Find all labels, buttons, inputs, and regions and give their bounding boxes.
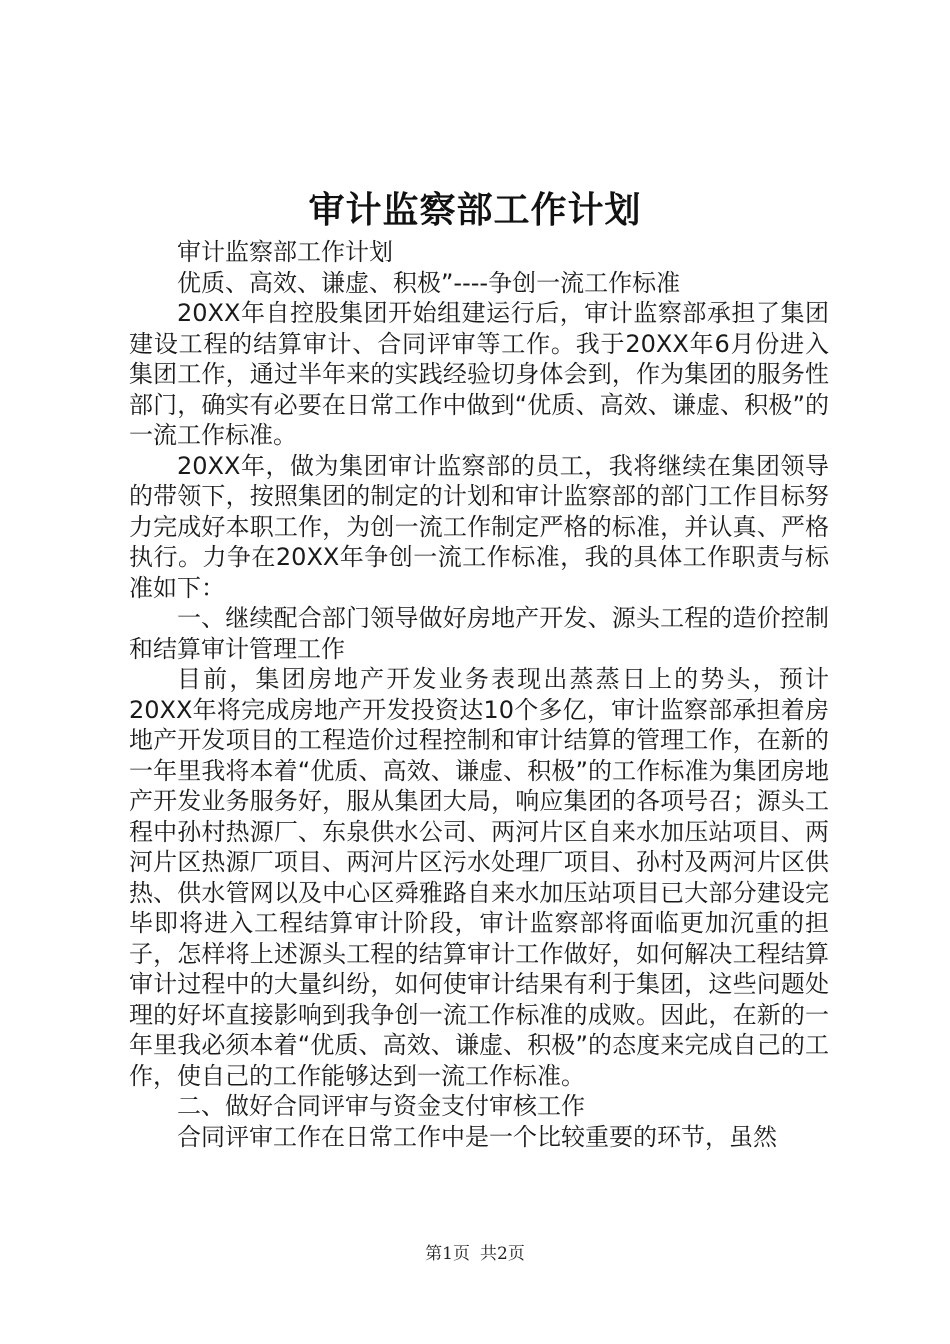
paragraph-intro: 20XX年自控股集团开始组建运行后，审计监察部承担了集团建设工程的结算审计、合同评审等工作。我于20XX年6月份进入集团工作，通过半年来的实践经验切身体会到，作为集团的服务性部门，确实有必要在日常工作中做到“优质、高效、谦虚、积极”的一流工作标准。 <box>129 299 829 449</box>
page-footer <box>0 1242 950 1266</box>
page-number: 第1页 <box>425 1244 470 1264</box>
paragraph-goals: 20XX年，做为集团审计监察部的员工，我将继续在集团领导的带领下，按照集团的制定的计划和审计监察部的部门工作目标努力完成好本职工作，为创一流工作制定严格的标准，并认真、严格执行。力争在20XX年争创一流工作标准，我的具体工作职责与标准如下： <box>129 451 829 602</box>
paragraph-section-1: 目前，集团房地产开发业务表现出蒸蒸日上的势头，预计20XX年将完成房地产开发投资达10个多亿，审计监察部承担着房地产开发项目的工程造价过程控制和审计结算的管理工作，在新的一年里我将本着“优质、高效、谦虚、积极”的工作标准为集团房地产开发业务服务好，服从集团大局，响应集团的各项号召；源头工程中孙村热源厂、东泉供水公司、两河片区自来水加压站项目、两河片区热源厂项目、两河片区污水处理厂项目、孙村及两河片区供热、供水管网以及中心区舜雅路自来水加压站项目已大部分建设完毕即将进入工程结算审计阶段，审计监察部将面临更加沉重的担子，怎样将上述源头工程的结算审计工作做好，如何解决工程结算审计过程中的大量纠纷，如何使审计结果有利于集团，这些问题处理的好坏直接影响到我争创一流工作标准的成败。因此，在新的一年里我必须本着“优质、高效、谦虚、积极”的态度来完成自己的工作，使自己的工作能够达到一流工作标准。 <box>129 665 829 1090</box>
paragraph-slogan: 优质、高效、谦虚、积极”----争创一流工作标准 <box>177 268 681 297</box>
document-body <box>129 237 829 1152</box>
paragraph-section-2: 合同评审工作在日常工作中是一个比较重要的环节，虽然 <box>177 1122 777 1151</box>
paragraph-subtitle: 审计监察部工作计划 <box>177 238 393 266</box>
page-total: 共2页 <box>480 1244 525 1264</box>
section-heading-1: 一、继续配合部门领导做好房地产开发、源头工程的造价控制和结算审计管理工作 <box>129 604 829 663</box>
document-title: 审计监察部工作计划 <box>308 189 642 231</box>
section-heading-2: 二、做好合同评审与资金支付审核工作 <box>177 1092 585 1120</box>
